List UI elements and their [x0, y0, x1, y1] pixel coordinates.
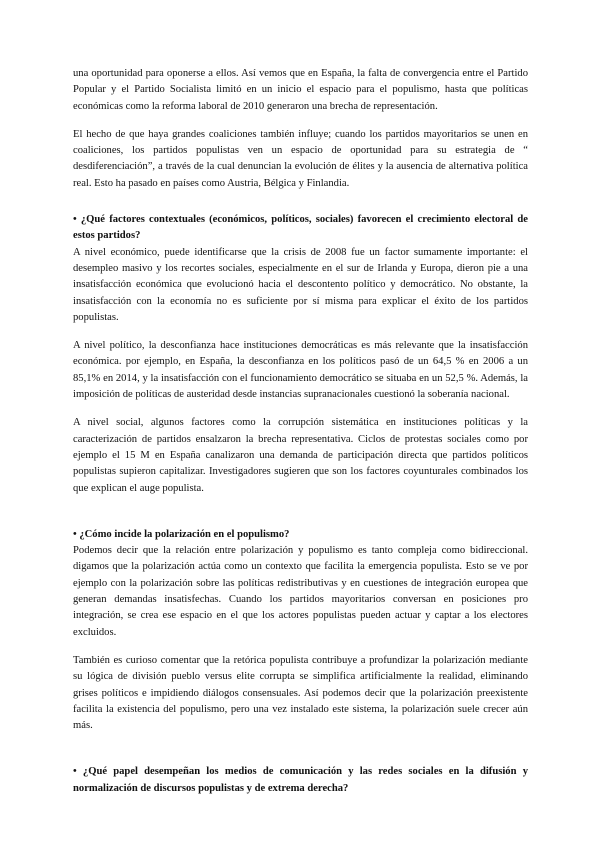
section-heading: • ¿Cómo incide la polarización en el populismo?	[73, 528, 290, 540]
paragraph: A nivel político, la desconfianza hace instituciones democráticas es más relevante que la insatisfacción económica. por ejemplo, en España, la desconfianza en los políticos pasó de un 64,5 % en 2006 a un 85,1% en 2014, y la insatisfacción con el funcionamiento democrático se situaba en un 52,5 %. Además, la imposición de políticas de austeridad desde instancias supranacionales cuestionó la soberanía nacional.	[73, 340, 528, 401]
section-heading: • ¿Qué papel desempeñan los medios de comunicación y las redes sociales en la difusión y normalización de discursos populistas y de extrema derecha?	[73, 766, 528, 794]
paragraph: una oportunidad para oponerse a ellos. Así vemos que en España, la falta de convergencia entre el Partido Popular y el Partido Socialista limitó en un inicio el espacio para el populismo, hasta que políticas económicas como la reforma laboral de 2010 generaron una brecha de representación.	[73, 68, 528, 112]
paragraph: También es curioso comentar que la retórica populista contribuye a profundizar la polarización mediante su lógica de división pueblo versus elite corrupta se simplifica artificialmente la realidad, eliminando grises políticos e impidiendo diálogos consensuales. Así podemos decir que la polarización preexistente facilita la existencia del populismo, pero una vez instalado este sistema, la polarización suele crecer aún más.	[73, 654, 528, 732]
paragraph: El hecho de que haya grandes coaliciones también influye; cuando los partidos mayoritarios se unen en coaliciones, los partidos populistas ven un espacio de oportunidad para su estrategia de “ desdiferenciación”, a través de la cual denuncian la evolución de élites y la ausencia de alternativa política real. Esto ha pasado en países como Austria, Bélgica y Finlandia.	[73, 128, 528, 189]
paragraph: Podemos decir que la relación entre polarización y populismo es tanto compleja como bidireccional. digamos que la polarización actúa como un contexto que facilita la emergencia populista. Esto se ve por ejemplo con la polarización sobre las políticas redistributivas y en cuestiones de integración europea que generan demandas insatisfechas. Cuando los partidos mayoritarios conversan en posiciones pro integración, se crea ese espacio en el que los actores populistas pueden actuar y captar a los electores excluidos.	[73, 545, 528, 638]
paragraph: A nivel económico, puede identificarse que la crisis de 2008 fue un factor sumamente importante: el desempleo masivo y los recortes sociales, especialmente en el sur de Irlanda y Europa, dieron pie a una insatisfacción económica que evolucionó hacia el descontento político y democrático. No obstante, la insatisfacción con la economía no es suficiente por sí misma para explicar el éxito de los partidos populistas.	[73, 246, 528, 323]
section-heading: • ¿Qué factores contextuales (económicos, políticos, sociales) favorecen el crecimiento electoral de estos partidos?	[73, 214, 528, 242]
paragraph: A nivel social, algunos factores como la corrupción sistemática en instituciones políticas y la caracterización de partidos ensalzaron la brecha representativa. Ciclos de protestas sociales como por ejemplo el 15 M en España canalizaron una demanda de participación directa que partidos políticos populistas supieron capitalizar. Investigadores sugieren que son los factores coyunturales combinados los que explican el auge populista.	[73, 417, 528, 494]
